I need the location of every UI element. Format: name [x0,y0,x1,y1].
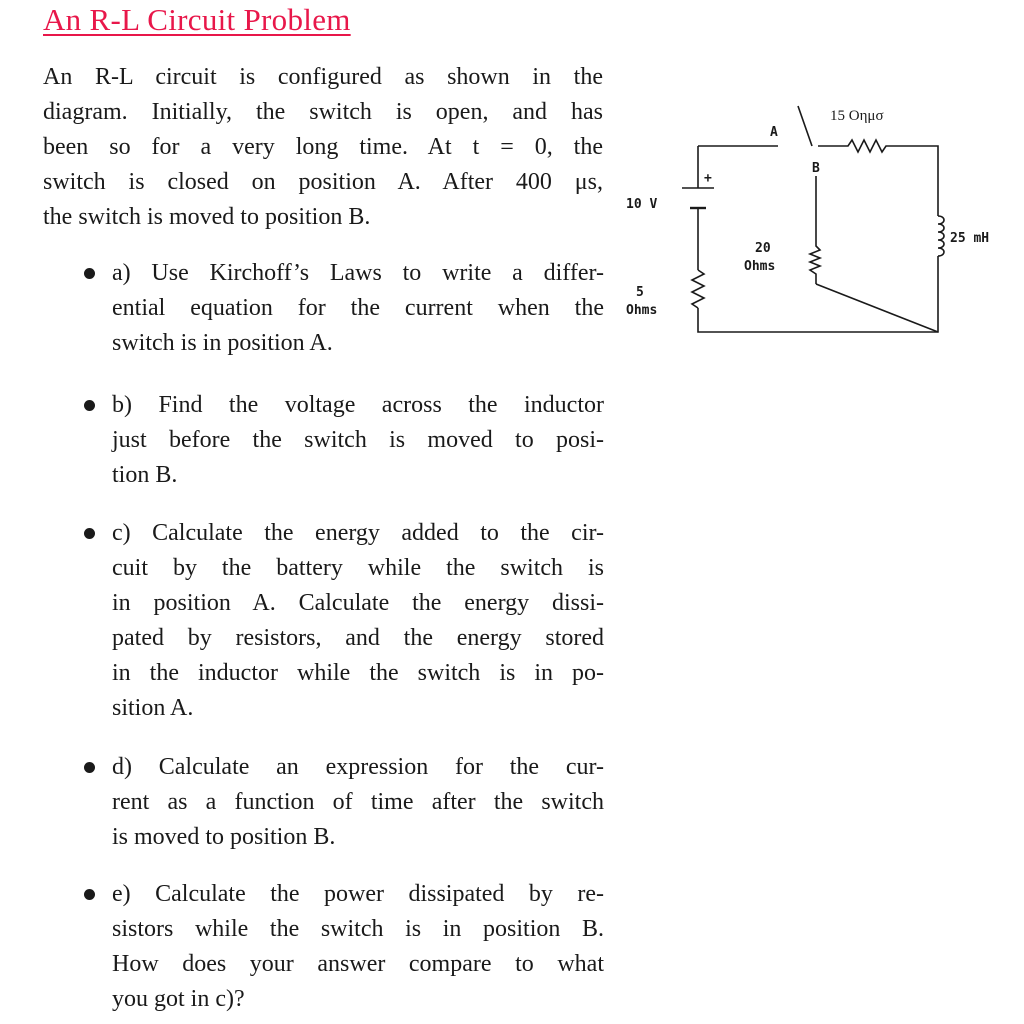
question-line: in the inductor while the switch is in po- [112,660,604,686]
question-e [112,877,604,1017]
resistor-20-ohms [810,176,820,284]
bullet-icon [84,268,95,279]
intro-paragraph [43,60,603,235]
battery-label: 10 V [626,197,658,212]
question-line: a) Use Kirchoff’s Laws to write a differ- [112,260,604,286]
question-line: rent as a function of time after the switch [112,789,604,815]
resistor-20-unit: Ohms [744,259,776,274]
question-line: b) Find the voltage across the inductor [112,392,604,418]
bullet-icon [84,889,95,900]
intro-line: been so for a very long time. At t = 0, the [43,134,603,160]
question-line: just before the switch is moved to posi- [112,427,604,453]
question-line: in position A. Calculate the energy dissi- [112,590,604,616]
resistor-15-label: 15 Οημσ [830,108,884,124]
page-title: An R-L Circuit Problem [43,2,351,37]
question-c [112,516,604,726]
wire [698,286,938,332]
resistor-20-value: 20 [755,241,771,256]
resistor-5-value: 5 [636,285,644,300]
label-b: B [812,161,820,176]
question-line: you got in c)? [112,986,245,1012]
question-line: ential equation for the current when the [112,295,604,321]
bullet-icon [84,762,95,773]
switch-blade [798,106,812,146]
bullet-icon [84,400,95,411]
inductor-25-mh [938,216,944,256]
intro-line: the switch is moved to position B. [43,204,371,230]
question-line: sition A. [112,695,194,721]
question-line: sistors while the switch is in position B. [112,916,604,942]
battery-plus-label: + [704,171,712,186]
question-line: e) Calculate the power dissipated by re- [112,881,604,907]
intro-line: diagram. Initially, the switch is open, and has [43,99,603,125]
question-line: is moved to position B. [112,824,336,850]
question-line: How does your answer compare to what [112,951,604,977]
bullet-icon [84,528,95,539]
intro-line: An R-L circuit is configured as shown in the [43,64,603,90]
question-line: switch is in position A. [112,330,333,356]
resistor-15-ohms [818,140,938,216]
question-line: pated by resistors, and the energy stored [112,625,604,651]
question-line: cuit by the battery while the switch is [112,555,604,581]
wire [816,284,938,332]
question-b [112,388,604,493]
question-line: d) Calculate an expression for the cur- [112,754,604,780]
resistor-5-ohms [692,270,704,308]
question-line: c) Calculate the energy added to the cir- [112,520,604,546]
question-a [112,256,604,361]
inductor-label: 25 mH [950,231,990,246]
question-line: tion B. [112,462,178,488]
circuit-diagram [620,100,1020,340]
label-a: A [770,125,778,140]
intro-line: switch is closed on position A. After 400 μs, [43,169,603,195]
resistor-5-unit: Ohms [626,303,658,318]
question-d [112,750,604,855]
